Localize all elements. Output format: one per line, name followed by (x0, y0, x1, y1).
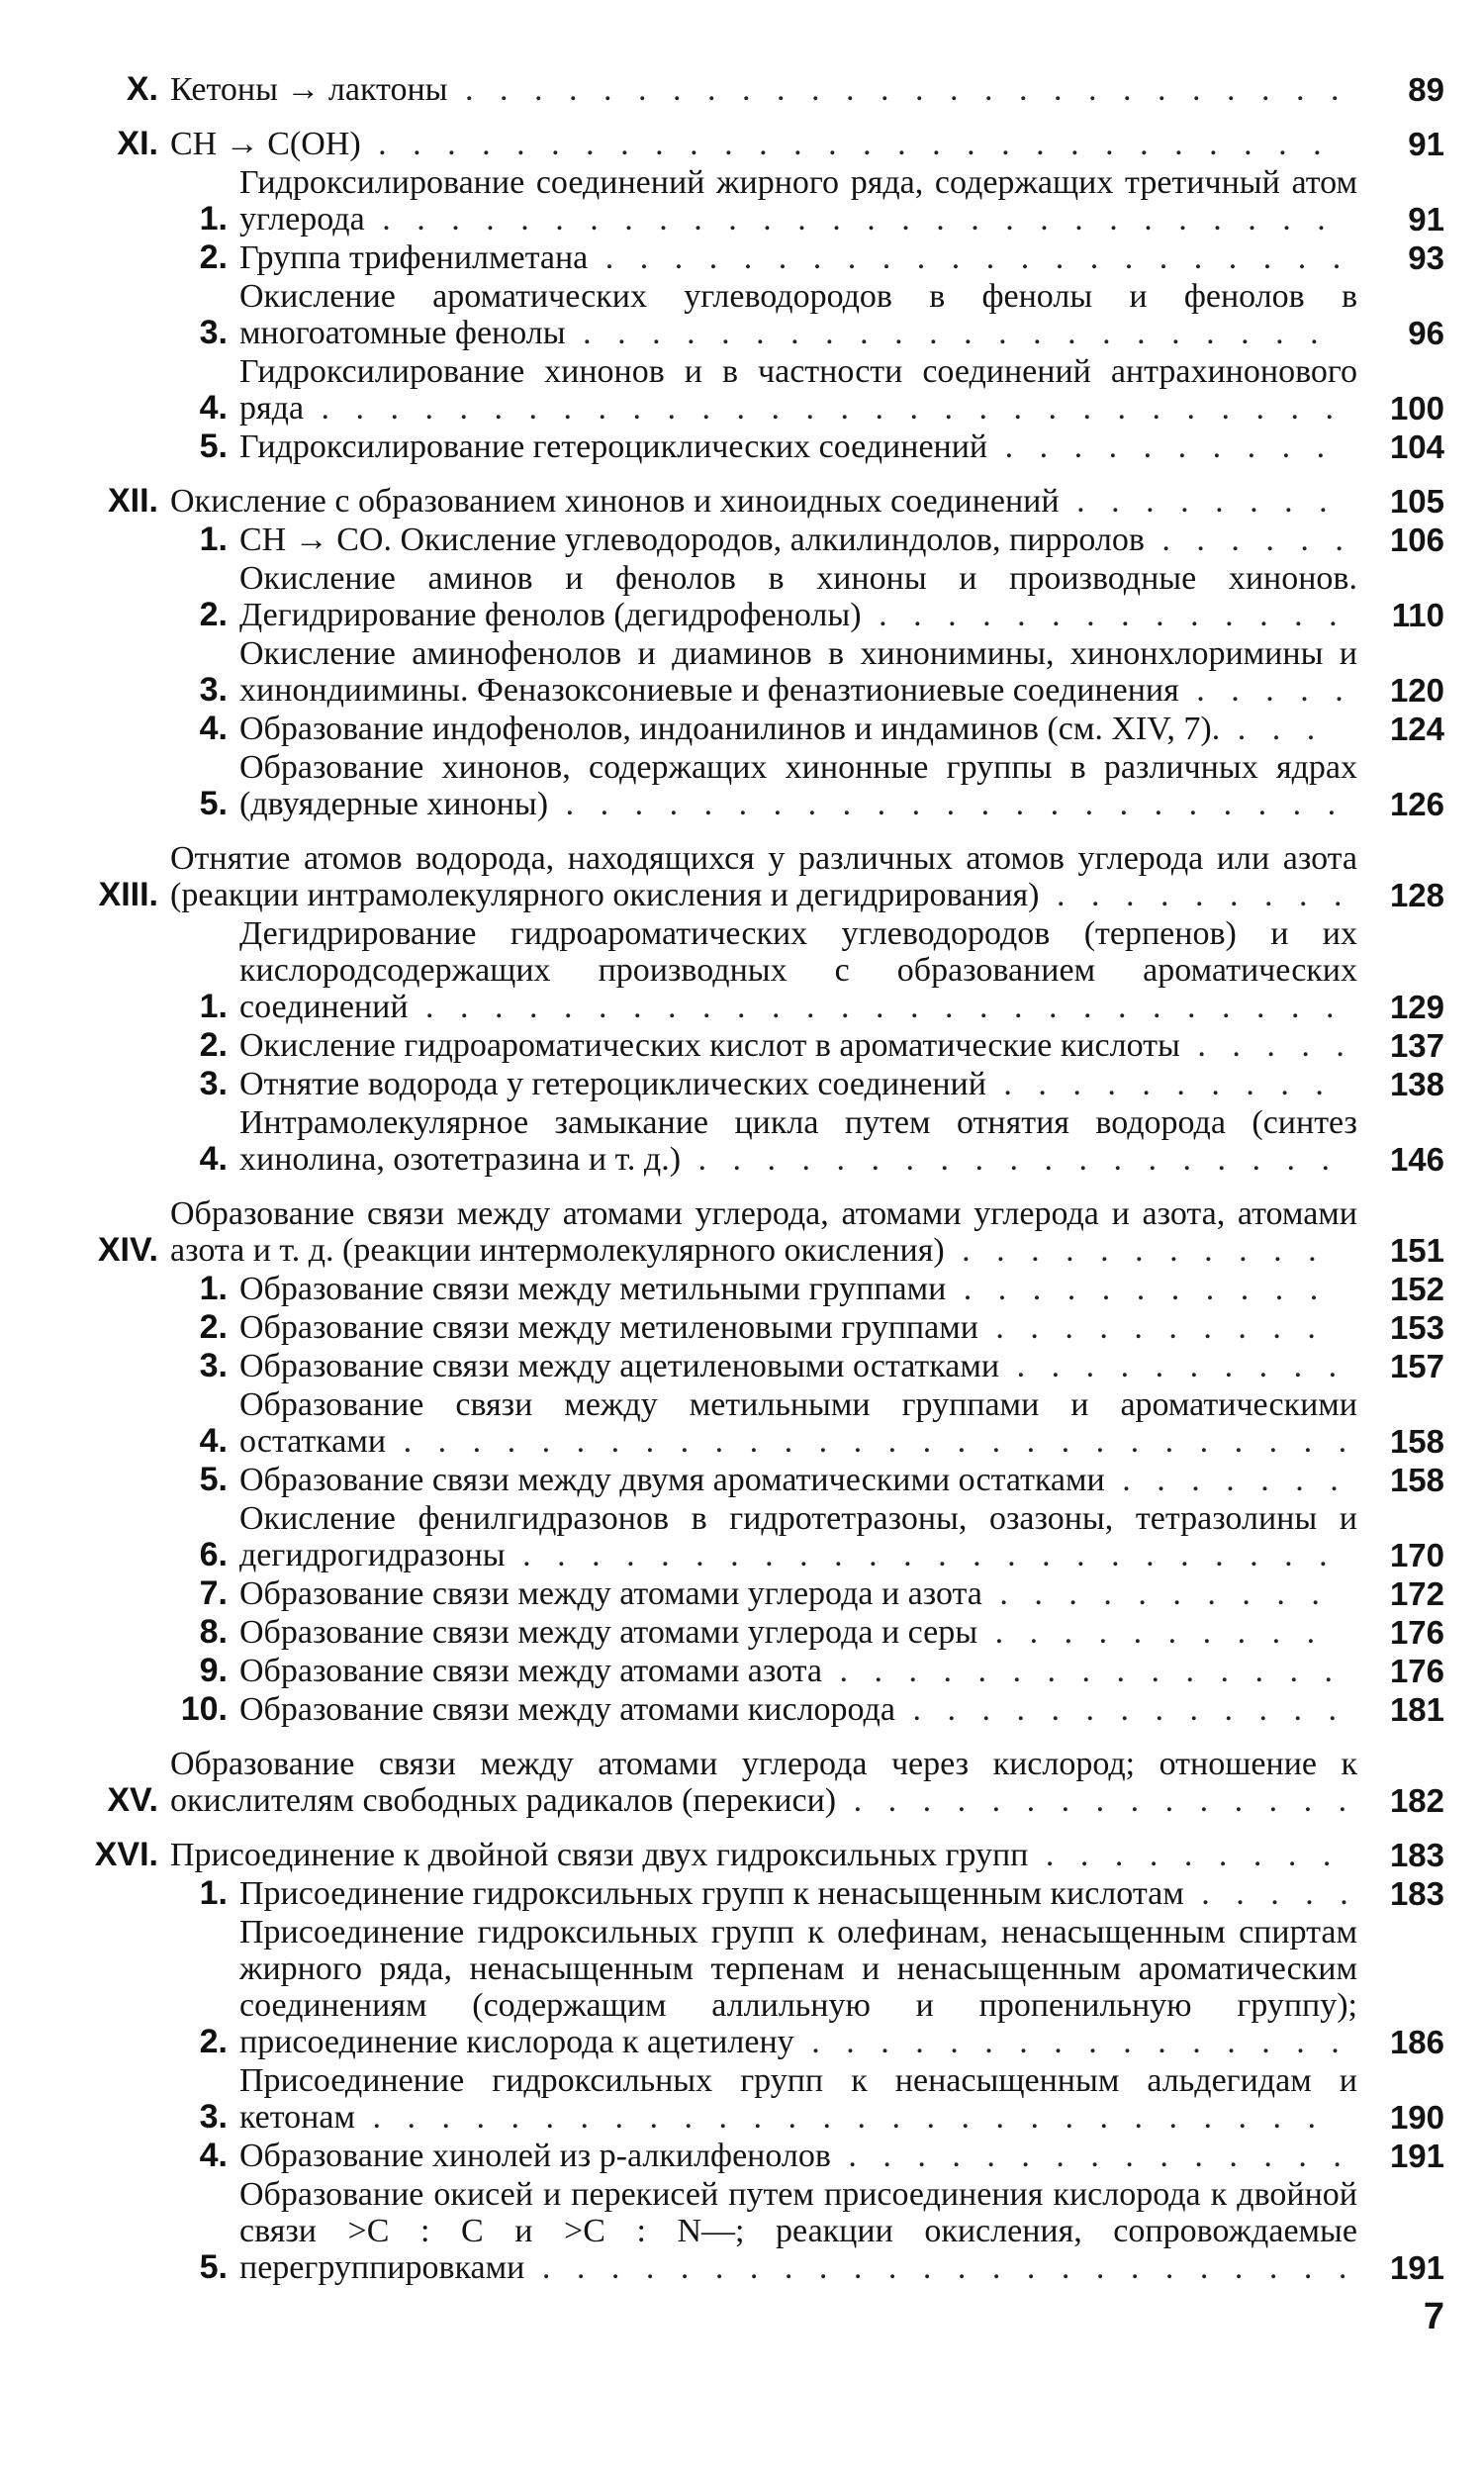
toc-entry (69, 2138, 1444, 2174)
entry-title-wrap (239, 1691, 1365, 1728)
toc-entry (69, 915, 1444, 1025)
leader-dots: . . . . . . . . . . (985, 1066, 1333, 1102)
chapter-title-wrap (170, 840, 1365, 913)
leader-dots: . . . . . . . . . . (977, 1309, 1325, 1346)
toc-chapter (69, 71, 1444, 108)
entry-number: 1. (199, 1270, 228, 1307)
leader-dots: . . . . . . . . . . . . . . . . . . . . . . . . . . . . (386, 1423, 1356, 1460)
entry-title: Образование хинолей из p-алкилфенолов (239, 2138, 831, 2174)
chapter-title: Отнятие атомов водорода, находящихся у различных атомов углерода или азота (реакции интрамолекулярного окисления и дегидрирования) (170, 840, 1357, 913)
leader-dots: . . . . . . . . . . . . . . . . . . . . . . . . . . . . (354, 2099, 1325, 2136)
leader-dots: . . . . . . . . . . . (944, 1232, 1326, 1269)
leader-dots: . . . . . (1178, 672, 1352, 709)
entry-title: Образование связи между двумя ароматическими остатками (239, 1462, 1105, 1498)
toc-entry-row (69, 1462, 1444, 1498)
entry-number: 9. (199, 1652, 228, 1689)
toc-entry (69, 1386, 1444, 1460)
entry-title: Присоединение гидроксильных групп к олефинам, ненасыщенным спиртам жирного ряда, ненасыщенным терпенам и ненасыщенным ароматическим соединениям (содержащим аллильную и пропенильную группу); присоединение кислорода к ацетилену (239, 1914, 1357, 2060)
leader-dots: . . . . . . . . . (1028, 1837, 1341, 1873)
chapter-number: XII. (107, 482, 158, 520)
leader-dots: . . . . . . . . . . (987, 428, 1335, 465)
toc-entry-row (69, 278, 1444, 351)
leader-dots: . . . . . . . . . (1039, 877, 1351, 913)
chapter-heading-row (69, 483, 1444, 520)
toc-entry (69, 1271, 1444, 1307)
chapter-entries (69, 1875, 1444, 2286)
entry-page-number: 110 (1391, 597, 1444, 633)
entry-number: 5. (199, 1461, 228, 1498)
entry-title-wrap (239, 2138, 1365, 2174)
chapter-title: Образование связи между атомами углерода через кислород; отношение к окислителям свободных радикалов (перекиси) (170, 1746, 1357, 1819)
leader-dots: . . . . . . . . . . . . . . . . . . . . . . . . . . . . . . (304, 390, 1344, 427)
entry-title-wrap (239, 428, 1365, 465)
entry-number: 2. (199, 1308, 228, 1346)
toc-entry (69, 428, 1444, 465)
entry-title-wrap (239, 1271, 1365, 1307)
entry-title: Образование связи между метильными группами и ароматическими остатками (239, 1386, 1357, 1460)
leader-dots: . . . . . . . (1104, 1462, 1347, 1498)
toc-entry-row (69, 1500, 1444, 1573)
entry-page-number: 152 (1389, 1271, 1444, 1307)
entry-title-wrap (239, 522, 1365, 558)
entry-title-wrap (239, 1309, 1365, 1346)
toc-entry (69, 1066, 1444, 1102)
chapter-title-wrap (170, 1195, 1365, 1269)
entry-number: 7. (199, 1574, 228, 1612)
leader-dots: . . . . . . . . . . . . . . . . (793, 2024, 1348, 2060)
toc-entry (69, 522, 1444, 558)
toc-entry-row (69, 1066, 1444, 1102)
toc-entry (69, 711, 1444, 747)
chapter-title: Кетоны → лактоны (170, 71, 448, 108)
leader-dots: . . . . . . . . . . (999, 1348, 1346, 1384)
entry-title-wrap (239, 1027, 1365, 1064)
chapter-heading-row (69, 1837, 1444, 1873)
entry-page-number: 137 (1389, 1027, 1444, 1064)
leader-dots: . . . . . . . . . . (977, 1614, 1325, 1651)
toc-entry (69, 239, 1444, 276)
chapter-title: Образование связи между атомами углерода, атомами углерода и азота, атомами азота и т. д. (реакции интермолекулярного окисления) (170, 1195, 1357, 1269)
toc-entry-row (69, 711, 1444, 747)
entry-page-number: 126 (1389, 786, 1444, 822)
toc-entry (69, 635, 1444, 709)
toc-entry-row (69, 428, 1444, 465)
chapter-page-number: 183 (1389, 1837, 1444, 1873)
toc-entry-row (69, 2138, 1444, 2174)
toc-chapter (69, 483, 1444, 822)
entry-title: Образование связи между атомами кислорода (239, 1691, 895, 1728)
entry-number: 10. (180, 1690, 228, 1728)
chapter-heading-row (69, 71, 1444, 108)
leader-dots: . . . . . . . . . . . (946, 1271, 1328, 1307)
entry-title: Образование индофенолов, индоанилинов и индаминов (см. XIV, 7). (239, 711, 1221, 747)
chapter-title-wrap (170, 1837, 1365, 1873)
entry-page-number: 170 (1389, 1537, 1444, 1573)
entry-page-number: 157 (1389, 1348, 1444, 1384)
toc-entry-row (69, 1027, 1444, 1064)
toc-entry-row (69, 635, 1444, 709)
leader-dots: . . . . . . . . . . (981, 1575, 1329, 1612)
entry-page-number: 93 (1408, 239, 1444, 276)
entry-title: Окисление аминофенолов и диаминов в хинонимины, хинонхлоримины и хинондиимины. Феназоксониевые и феназтиониевые соединения (239, 635, 1357, 709)
entry-page-number: 100 (1389, 390, 1444, 427)
entry-title-wrap (239, 1348, 1365, 1384)
chapter-number: XIII. (98, 876, 158, 913)
toc-entry-row (69, 353, 1444, 427)
leader-dots: . . . . . . . . . . . . . . . . . . . . . . . . (505, 1537, 1337, 1573)
entry-number: 3. (199, 1347, 228, 1384)
entry-page-number: 181 (1389, 1691, 1444, 1728)
table-of-contents (69, 71, 1444, 2304)
toc-entry (69, 1309, 1444, 1346)
entry-page-number: 129 (1389, 989, 1444, 1025)
entry-number: 2. (199, 238, 228, 276)
entry-title-wrap (239, 278, 1365, 351)
entry-page-number: 96 (1408, 315, 1444, 351)
entry-number: 6. (199, 1536, 228, 1573)
toc-entry (69, 749, 1444, 822)
toc-entry (69, 560, 1444, 633)
leader-dots: . . . . . . . . . . . . . . . . . . . . . . . . . . . . (360, 126, 1331, 162)
toc-entry-row (69, 1653, 1444, 1689)
entry-title-wrap (239, 1462, 1365, 1498)
entry-title: Образование связи между метиленовыми группами (239, 1309, 978, 1346)
toc-entry-row (69, 1386, 1444, 1460)
toc-entry (69, 1027, 1444, 1064)
leader-dots: . . . . . . . . . . . . . . . (822, 1653, 1343, 1689)
toc-entry-row (69, 1914, 1444, 2060)
leader-dots: . . . . . . (1144, 522, 1352, 558)
chapter-number: XVI. (94, 1836, 158, 1873)
entry-title-wrap (239, 1386, 1365, 1460)
entry-title: Образование хинонов, содержащих хинонные группы в различных ядрах (двуядерные хиноны) (239, 749, 1357, 822)
entry-number: 2. (199, 2023, 228, 2060)
entry-title-wrap (239, 749, 1365, 822)
toc-chapter (69, 1195, 1444, 1728)
leader-dots: . . . . . . . . . . . . . . . . . . . . . . . . . . . . (364, 201, 1335, 238)
toc-entry (69, 1691, 1444, 1728)
entry-title-wrap (239, 711, 1365, 747)
entry-title: Образование связи между атомами углерода и азота (239, 1575, 982, 1612)
toc-chapter (69, 1746, 1444, 1819)
chapter-number: XI. (117, 125, 158, 162)
entry-page-number: 191 (1389, 2138, 1444, 2174)
entry-number: 4. (199, 1422, 228, 1460)
leader-dots: . . . (1220, 711, 1325, 747)
entry-title-wrap (239, 1914, 1365, 2060)
leader-dots: . . . . . . . . . . . . . . . . . . . . . . . . . . (447, 71, 1348, 108)
chapter-title-wrap (170, 483, 1365, 520)
entry-title: Образование связи между атомами азота (239, 1653, 823, 1689)
chapter-title-wrap (170, 1746, 1365, 1819)
entry-number: 8. (199, 1613, 228, 1651)
entry-number: 5. (199, 428, 228, 465)
chapter-page-number: 128 (1389, 877, 1444, 913)
entry-number: 3. (199, 671, 228, 709)
entry-number: 3. (199, 314, 228, 351)
entry-page-number: 138 (1389, 1066, 1444, 1102)
entry-title: Окисление гидроароматических кислот в ароматические кислоты (239, 1027, 1180, 1064)
entry-page-number: 183 (1389, 1875, 1444, 1912)
toc-entry-row (69, 522, 1444, 558)
chapter-title-wrap (170, 126, 1365, 162)
chapter-heading-row (69, 1746, 1444, 1819)
entry-title: Гидроксилирование хинонов и в частности соединений антрахинонового ряда (239, 353, 1357, 427)
leader-dots: . . . . . (1183, 1875, 1357, 1912)
entry-title-wrap (239, 2062, 1365, 2136)
chapter-page-number: 89 (1408, 71, 1444, 108)
toc-entry (69, 1614, 1444, 1651)
toc-entry-row (69, 1104, 1444, 1178)
entry-title-wrap (239, 560, 1365, 633)
chapter-page-number: 105 (1389, 483, 1444, 520)
entry-number: 2. (199, 1026, 228, 1064)
entry-page-number: 158 (1389, 1462, 1444, 1498)
entry-number: 5. (199, 785, 228, 822)
entry-page-number: 91 (1408, 201, 1444, 238)
leader-dots: . . . . . . . . . . . . . . . (830, 2138, 1350, 2174)
toc-entry-row (69, 1691, 1444, 1728)
entry-title: Окисление ароматических углеводородов в фенолы и фенолов в многоатомные фенолы (239, 278, 1357, 351)
entry-title-wrap (239, 353, 1365, 427)
leader-dots: . . . . . . . . . . . . . . . . . . . (681, 1141, 1340, 1178)
entry-title-wrap (239, 1066, 1365, 1102)
leader-dots: . . . . . . . . . . . . . . (861, 597, 1346, 633)
toc-entry-row (69, 749, 1444, 822)
chapter-title-wrap (170, 71, 1365, 108)
toc-entry-row (69, 164, 1444, 238)
chapter-heading-row (69, 1195, 1444, 1269)
entry-page-number: 146 (1389, 1141, 1444, 1178)
entry-page-number: 176 (1389, 1614, 1444, 1651)
leader-dots: . . . . . . . . . . . . . . . (836, 1782, 1356, 1819)
entry-title-wrap (239, 2176, 1365, 2286)
entry-page-number: 124 (1389, 711, 1444, 747)
toc-entry (69, 278, 1444, 351)
leader-dots: . . . . . . . . . . . . . . . . . . . . . . . (548, 786, 1345, 822)
entry-title: Окисление фенилгидразонов в гидротетразоны, озазоны, тетразолины и дегидрогидразоны (239, 1500, 1357, 1573)
entry-title: Отнятие водорода у гетероциклических соединений (239, 1066, 986, 1102)
toc-chapter (69, 126, 1444, 465)
toc-entry-row (69, 1575, 1444, 1612)
toc-entry-row (69, 239, 1444, 276)
entry-title: Гидроксилирование гетероциклических соединений (239, 428, 988, 465)
toc-entry (69, 1500, 1444, 1573)
chapter-entries (69, 1271, 1444, 1728)
entry-title: Интрамолекулярное замыкание цикла путем отнятия водорода (синтез хинолина, озотетразина и т. д.) (239, 1104, 1357, 1178)
entry-title-wrap (239, 635, 1365, 709)
entry-title: Гидроксилирование соединений жирного ряда, содержащих третичный атом углерода (239, 164, 1357, 238)
toc-entry (69, 1575, 1444, 1612)
leader-dots: . . . . . . . . . . . . . . . . . . . . . . (565, 315, 1328, 351)
toc-chapter (69, 840, 1444, 1178)
entry-page-number: 158 (1389, 1423, 1444, 1460)
entry-title: Присоединение гидроксильных групп к ненасыщенным альдегидам и кетонам (239, 2062, 1357, 2136)
chapter-heading-row (69, 840, 1444, 913)
entry-page-number: 190 (1389, 2099, 1444, 2136)
toc-entry (69, 164, 1444, 238)
entry-page-number: 120 (1389, 672, 1444, 709)
chapter-heading-row (69, 126, 1444, 162)
chapter-page-number: 182 (1389, 1782, 1444, 1819)
chapter-title: Присоединение к двойной связи двух гидроксильных групп (170, 1837, 1029, 1873)
entry-title-wrap (239, 239, 1365, 276)
chapter-title: Окисление с образованием хинонов и хиноидных соединений (170, 483, 1060, 520)
chapter-page-number: 151 (1389, 1232, 1444, 1269)
toc-entry (69, 1462, 1444, 1498)
toc-entry-row (69, 1875, 1444, 1912)
leader-dots: . . . . . . . . . . . . . . . . . . . . . . . . . . . (408, 989, 1344, 1025)
entry-number: 1. (199, 521, 228, 558)
entry-number: 4. (199, 1140, 228, 1178)
toc-chapter (69, 1837, 1444, 2286)
leader-dots: . . . . . . . . . . . . . . . . . . . . . . . . (524, 2249, 1356, 2286)
toc-entry-row (69, 1348, 1444, 1384)
leader-dots: . . . . . . . . . . . . . . . . . . . . . . (588, 239, 1350, 276)
entry-number: 4. (199, 2137, 228, 2174)
chapter-entries (69, 164, 1444, 465)
entry-page-number: 191 (1389, 2249, 1444, 2286)
toc-entry-row (69, 560, 1444, 633)
toc-entry-row (69, 1309, 1444, 1346)
entry-number: 2. (199, 596, 228, 633)
entry-title: Образование окисей и перекисей путем присоединения кислорода к двойной связи >C : C и >C : N—; реакции окисления, сопровождаемые перегруппировками (239, 2176, 1357, 2286)
leader-dots: . . . . . . . . . . . . . (894, 1691, 1345, 1728)
toc-entry (69, 1104, 1444, 1178)
leader-dots: . . . . . . . . (1059, 483, 1337, 520)
chapter-page-number: 91 (1408, 126, 1444, 162)
toc-entry-row (69, 1271, 1444, 1307)
toc-entry-row (69, 2176, 1444, 2286)
entry-title-wrap (239, 915, 1365, 1025)
toc-entry (69, 353, 1444, 427)
entry-title: Присоединение гидроксильных групп к ненасыщенным кислотам (239, 1875, 1184, 1912)
entry-number: 5. (199, 2248, 228, 2286)
entry-title-wrap (239, 1500, 1365, 1573)
leader-dots: . . . . . (1179, 1027, 1353, 1064)
entry-number: 1. (199, 1874, 228, 1912)
entry-title: Группа трифенилметана (239, 239, 589, 276)
entry-page-number: 172 (1389, 1575, 1444, 1612)
toc-entry (69, 1348, 1444, 1384)
entry-number: 3. (199, 1065, 228, 1102)
chapter-entries (69, 522, 1444, 822)
entry-title-wrap (239, 1875, 1365, 1912)
entry-title: Окисление аминов и фенолов в хиноны и производные хинонов. Дегидрирование фенолов (дегидрофенолы) (239, 560, 1357, 633)
toc-entry (69, 1875, 1444, 1912)
toc-entry (69, 2062, 1444, 2136)
toc-entry-row (69, 915, 1444, 1025)
entry-page-number: 104 (1389, 428, 1444, 465)
chapter-number: XV. (107, 1781, 158, 1819)
toc-entry (69, 2176, 1444, 2286)
toc-entry-row (69, 1614, 1444, 1651)
entry-page-number: 153 (1389, 1309, 1444, 1346)
entry-number: 3. (199, 2098, 228, 2136)
entry-number: 1. (199, 988, 228, 1025)
page-number: 7 (1423, 2296, 1444, 2337)
chapter-entries (69, 915, 1444, 1178)
entry-title-wrap (239, 1575, 1365, 1612)
entry-title: Образование связи между ацетиленовыми остатками (239, 1348, 1000, 1384)
entry-number: 4. (199, 389, 228, 427)
entry-title: Дегидрирование гидроароматических углеводородов (терпенов) и их кислородсодержащих производных с образованием ароматических соединений (239, 915, 1357, 1025)
entry-title: CH → CO. Окисление углеводородов, алкилиндолов, пирролов (239, 522, 1145, 558)
entry-title-wrap (239, 1653, 1365, 1689)
entry-title: Образование связи между метильными группами (239, 1271, 947, 1307)
chapter-title: CH → C(OH) (170, 126, 361, 162)
entry-title-wrap (239, 1104, 1365, 1178)
entry-page-number: 106 (1389, 522, 1444, 558)
entry-page-number: 186 (1389, 2024, 1444, 2060)
entry-number: 1. (199, 200, 228, 238)
entry-title-wrap (239, 1614, 1365, 1651)
entry-title: Образование связи между атомами углерода и серы (239, 1614, 978, 1651)
toc-entry (69, 1914, 1444, 2060)
entry-number: 4. (199, 710, 228, 747)
chapter-number: XIV. (97, 1231, 158, 1269)
chapter-number: X. (126, 70, 158, 108)
toc-entry-row (69, 2062, 1444, 2136)
entry-page-number: 176 (1389, 1653, 1444, 1689)
entry-title-wrap (239, 164, 1365, 238)
toc-entry (69, 1653, 1444, 1689)
